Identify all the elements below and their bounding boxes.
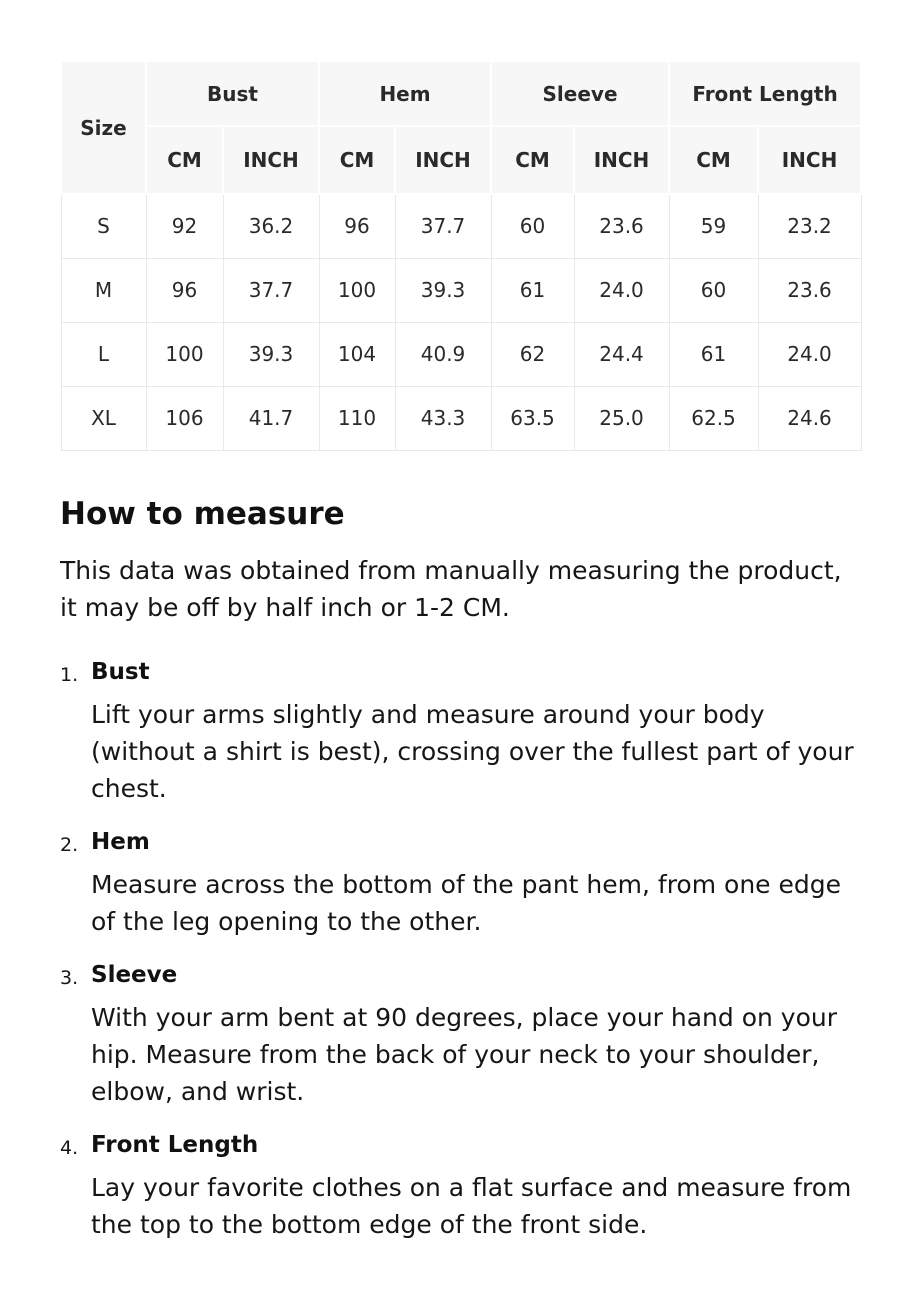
- measurement-cell: 100: [319, 258, 395, 322]
- measurement-cell: 106: [146, 386, 223, 450]
- measurement-cell: 96: [319, 194, 395, 258]
- how-to-measure-heading: How to measure: [60, 495, 345, 532]
- measurement-cell: 96: [146, 258, 223, 322]
- size-chart-table: [60, 60, 862, 451]
- step-number: 3.: [60, 966, 79, 989]
- step-number: 4.: [60, 1136, 79, 1159]
- unit-header-sleeve-inch: INCH: [574, 126, 669, 194]
- step-title-bust: Bust: [91, 659, 150, 686]
- measurement-cell: 104: [319, 322, 395, 386]
- step-title-hem: Hem: [91, 829, 150, 856]
- unit-header-bust-cm: CM: [146, 126, 223, 194]
- column-group-sleeve: Sleeve: [491, 61, 669, 126]
- step-number: 2.: [60, 834, 79, 857]
- unit-header-sleeve-cm: CM: [491, 126, 574, 194]
- step-item-hem: [60, 828, 860, 940]
- measurement-cell: 59: [669, 194, 758, 258]
- unit-header-front-length-inch: INCH: [758, 126, 861, 194]
- column-group-front-length: Front Length: [669, 61, 861, 126]
- measurement-cell: 24.0: [758, 322, 861, 386]
- measurement-cell: 62.5: [669, 386, 758, 450]
- step-title-front-length: Front Length: [91, 1131, 259, 1158]
- measurement-cell: 63.5: [491, 386, 574, 450]
- unit-header-bust-inch: INCH: [223, 126, 319, 194]
- measurement-cell: 39.3: [223, 322, 319, 386]
- step-number: 1.: [60, 664, 79, 687]
- measurement-cell: 41.7: [223, 386, 319, 450]
- measurement-cell: 62: [491, 322, 574, 386]
- measurement-cell: 25.0: [574, 386, 669, 450]
- size-row-l: [61, 322, 861, 386]
- measurement-cell: 60: [491, 194, 574, 258]
- column-group-hem: Hem: [319, 61, 491, 126]
- measurement-cell: 43.3: [395, 386, 491, 450]
- column-header-size: Size: [61, 61, 146, 194]
- measure-steps-list: [60, 658, 860, 1243]
- step-description-bust: Lift your arms slightly and measure around your body (without a shirt is best), crossing over the fullest part of your chest.: [91, 700, 854, 804]
- unit-header-front-length-cm: CM: [669, 126, 758, 194]
- measurement-cell: 92: [146, 194, 223, 258]
- size-cell: S: [61, 194, 146, 258]
- step-item-sleeve: [60, 961, 860, 1110]
- size-cell: M: [61, 258, 146, 322]
- step-description-sleeve: With your arm bent at 90 degrees, place your hand on your hip. Measure from the back of your neck to your shoulder, elbow, and wrist.: [91, 1002, 838, 1106]
- step-item-front-length: [60, 1131, 860, 1243]
- size-row-xl: [61, 386, 861, 450]
- size-cell: XL: [61, 386, 146, 450]
- measurement-cell: 40.9: [395, 322, 491, 386]
- step-title-sleeve: Sleeve: [91, 961, 178, 988]
- column-group-bust: Bust: [146, 61, 319, 126]
- measurement-cell: 39.3: [395, 258, 491, 322]
- size-row-m: [61, 258, 861, 322]
- measurement-cell: 37.7: [223, 258, 319, 322]
- measurement-cell: 24.6: [758, 386, 861, 450]
- measurement-cell: 23.6: [574, 194, 669, 258]
- measurement-cell: 24.4: [574, 322, 669, 386]
- unit-header-hem-cm: CM: [319, 126, 395, 194]
- size-cell: L: [61, 322, 146, 386]
- measurement-cell: 110: [319, 386, 395, 450]
- size-row-s: [61, 194, 861, 258]
- measurement-cell: 61: [491, 258, 574, 322]
- measurement-cell: 100: [146, 322, 223, 386]
- step-description-hem: Measure across the bottom of the pant hem, from one edge of the leg opening to the other.: [91, 869, 841, 936]
- measurement-cell: 37.7: [395, 194, 491, 258]
- unit-header-hem-inch: INCH: [395, 126, 491, 194]
- step-item-bust: [60, 658, 860, 807]
- measurement-cell: 24.0: [574, 258, 669, 322]
- measurement-cell: 23.6: [758, 258, 861, 322]
- measure-intro-text: This data was obtained from manually measuring the product, it may be off by half inch or 1-2 CM.: [60, 556, 842, 623]
- step-description-front-length: Lay your favorite clothes on a flat surface and measure from the top to the bottom edge of the front side.: [91, 1172, 852, 1239]
- measurement-cell: 61: [669, 322, 758, 386]
- measurement-cell: 23.2: [758, 194, 861, 258]
- measurement-cell: 60: [669, 258, 758, 322]
- measurement-cell: 36.2: [223, 194, 319, 258]
